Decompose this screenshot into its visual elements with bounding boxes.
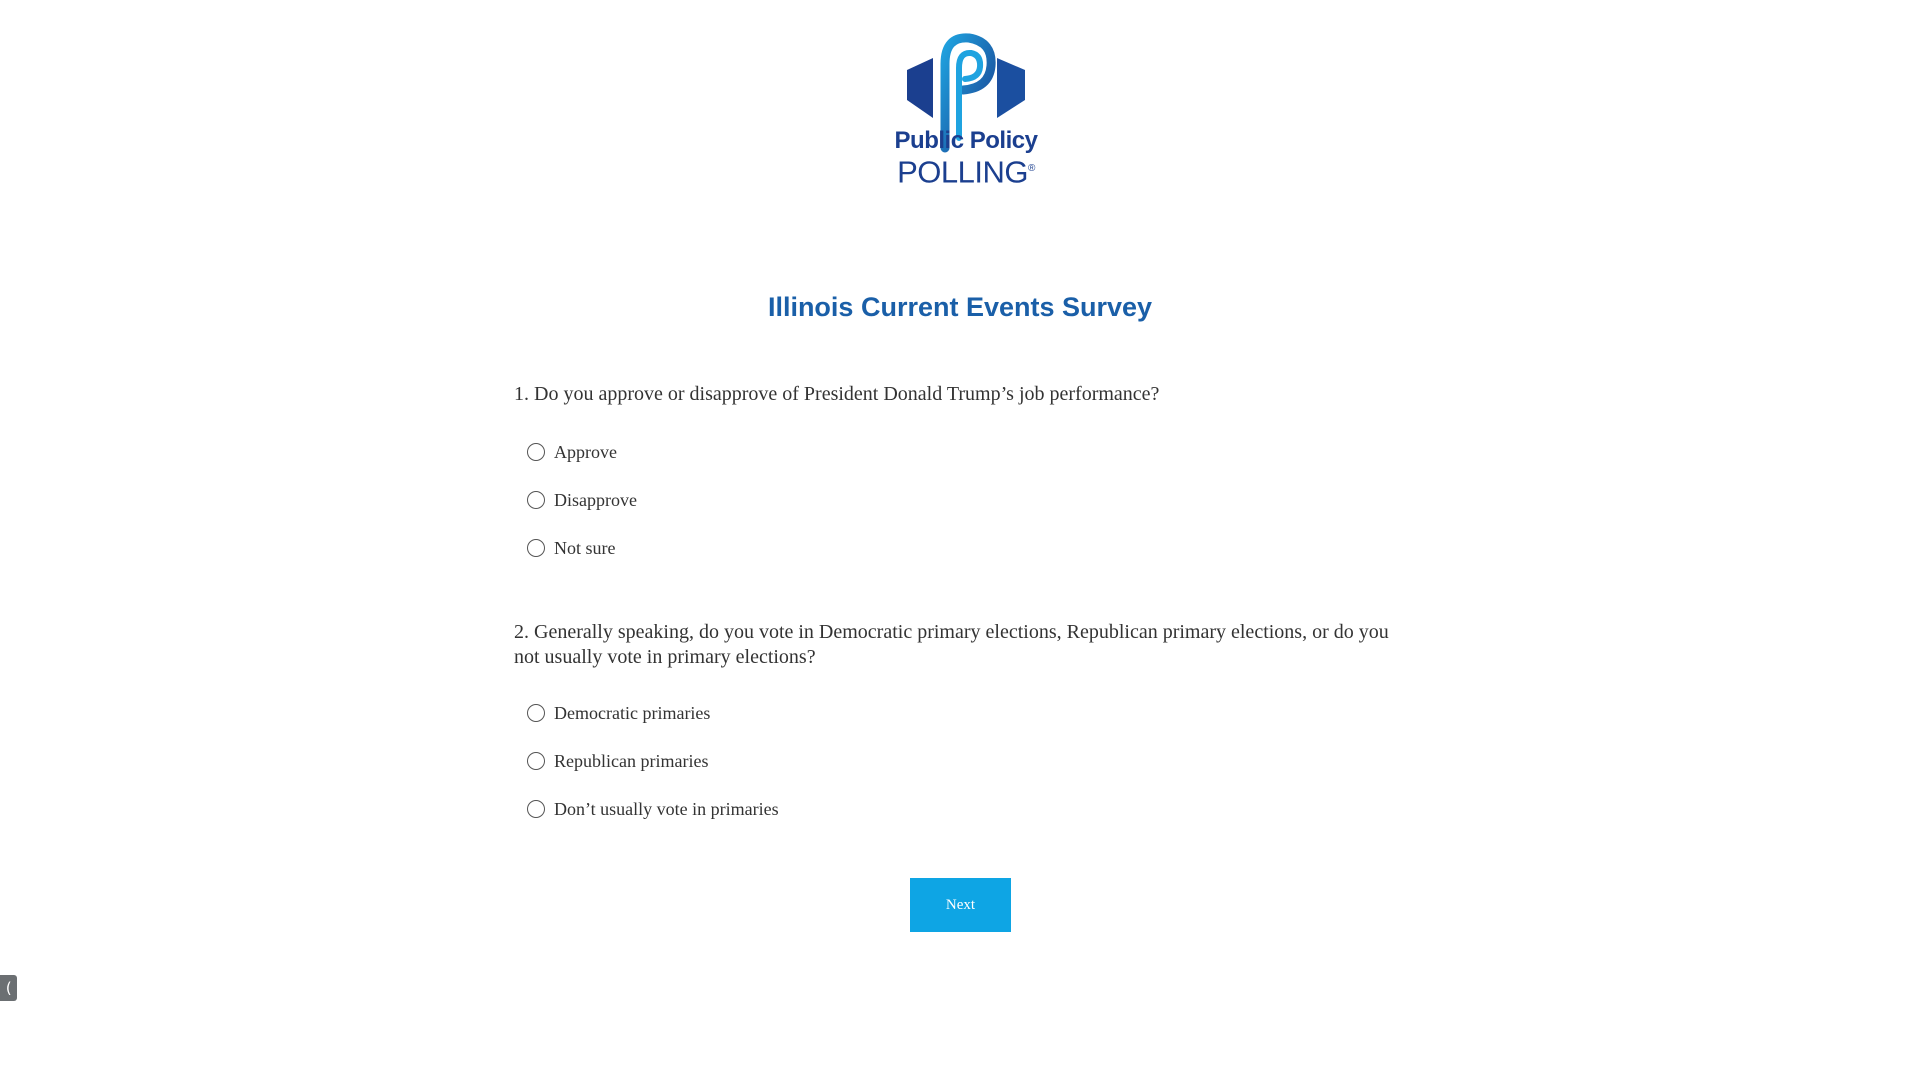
option-not-sure[interactable]	[527, 534, 616, 562]
option-republican-primaries[interactable]	[527, 747, 708, 775]
option-democratic-primaries[interactable]	[527, 699, 710, 727]
option-label: Not sure	[554, 537, 616, 558]
option-approve[interactable]	[527, 438, 617, 466]
option-label: Approve	[554, 441, 617, 462]
question-1-text: 1. Do you approve or disapprove of President Donald Trump’s job performance?	[514, 383, 1160, 405]
option-dont-vote-primaries[interactable]	[527, 795, 779, 823]
question-2-text: 2. Generally speaking, do you vote in Democratic primary elections, Republican primary elections, or do you not usually vote in primary elections?	[514, 621, 1389, 668]
option-label: Democratic primaries	[554, 702, 711, 723]
option-label: Republican primaries	[554, 750, 709, 771]
radio-democratic-primaries[interactable]	[527, 704, 545, 722]
option-disapprove[interactable]	[527, 486, 637, 514]
option-label: Disapprove	[554, 489, 637, 510]
radio-disapprove[interactable]	[527, 491, 545, 509]
logo-line-polling: POLLING®	[897, 154, 1035, 190]
radio-dont-vote-primaries[interactable]	[527, 800, 545, 818]
option-label: Don’t usually vote in primaries	[554, 798, 779, 819]
next-button[interactable]: Next	[910, 878, 1011, 932]
logo-text	[880, 127, 1052, 190]
radio-not-sure[interactable]	[527, 539, 545, 557]
logo-line-public-policy: Public Policy	[894, 127, 1038, 154]
radio-republican-primaries[interactable]	[527, 752, 545, 770]
radio-approve[interactable]	[527, 443, 545, 461]
survey-title: Illinois Current Events Survey	[767, 292, 1153, 322]
side-tab-toggle[interactable]: (	[0, 975, 17, 1001]
